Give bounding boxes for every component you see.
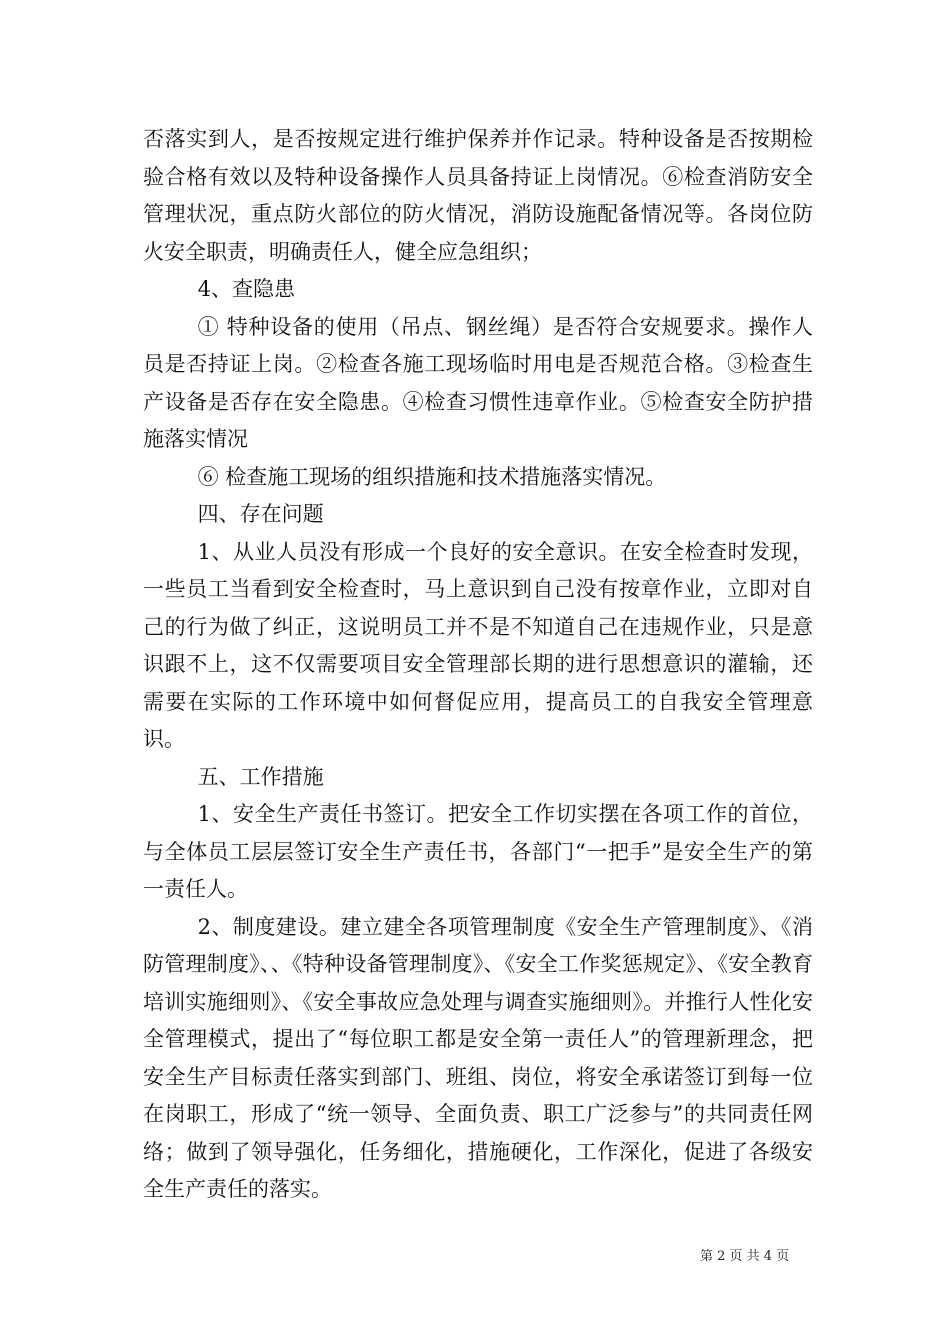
paragraph-hazard-items: ① 特种设备的使用（吊点、钢丝绳）是否符合安规要求。操作人员是否持证上岗。②检查各施工现场临时用电是否规范合格。③检查生产设备是否存在安全隐患。④检查习惯性违章作业。⑤检查安全防护措施落实情况 <box>143 314 813 451</box>
paragraph-measure-1: 1、安全生产责任书签订。把安全工作切实摆在各项工作的首位，与全体员工层层签订安全生产责任书，各部门“一把手”是安全生产的第一责任人。 <box>143 802 813 901</box>
document-body <box>143 121 813 1209</box>
paragraph-problem-1: 1、从业人员没有形成一个良好的安全意识。在安全检查时发现，一些员工当看到安全检查时，马上意识到自己没有按章作业，立即对自己的行为做了纠正，这说明员工并不是不知道自己在违规作业，只是意识跟不上，这不仅需要项目安全管理部长期的进行思想意识的灌输，还需要在实际的工作环境中如何督促应用，提高员工的自我安全管理意识。 <box>143 539 813 751</box>
paragraph-continuation: 否落实到人，是否按规定进行维护保养并作记录。特种设备是否按期检验合格有效以及特种设备操作人员具备持证上岗情况。⑥检查消防安全管理状况，重点防火部位的防火情况，消防设施配备情况等。各岗位防火安全职责，明确责任人，健全应急组织； <box>143 127 813 264</box>
heading-work-measures: 五、工作措施 <box>197 764 324 789</box>
subheading-check-hazards: 4、查隐患 <box>197 277 295 301</box>
heading-existing-problems: 四、存在问题 <box>197 502 324 526</box>
paragraph-measure-2: 2、制度建设。建立建全各项管理制度《安全生产管理制度》、《消防管理制度》、、《特种设备管理制度》、《安全工作奖惩规定》、《安全教育培训实施细则》、《安全事故应急处理与调查实施细则》。并推行人性化安全管理模式，提出了“每位职工都是安全第一责任人”的管理新理念，把安全生产目标责任落实到部门、班组、岗位，将安全承诺签订到每一位在岗职工，形成了“统一领导、全面负责、职工广泛参与”的共同责任网络；做到了领导强化，任务细化，措施硬化，工作深化，促进了各级安全生产责任的落实。 <box>143 914 813 1201</box>
page-number: 第 2 页 共 4 页 <box>700 1249 790 1264</box>
paragraph-hazard-item-6: ⑥ 检查施工现场的组织措施和技术措施落实情况。 <box>197 464 667 489</box>
